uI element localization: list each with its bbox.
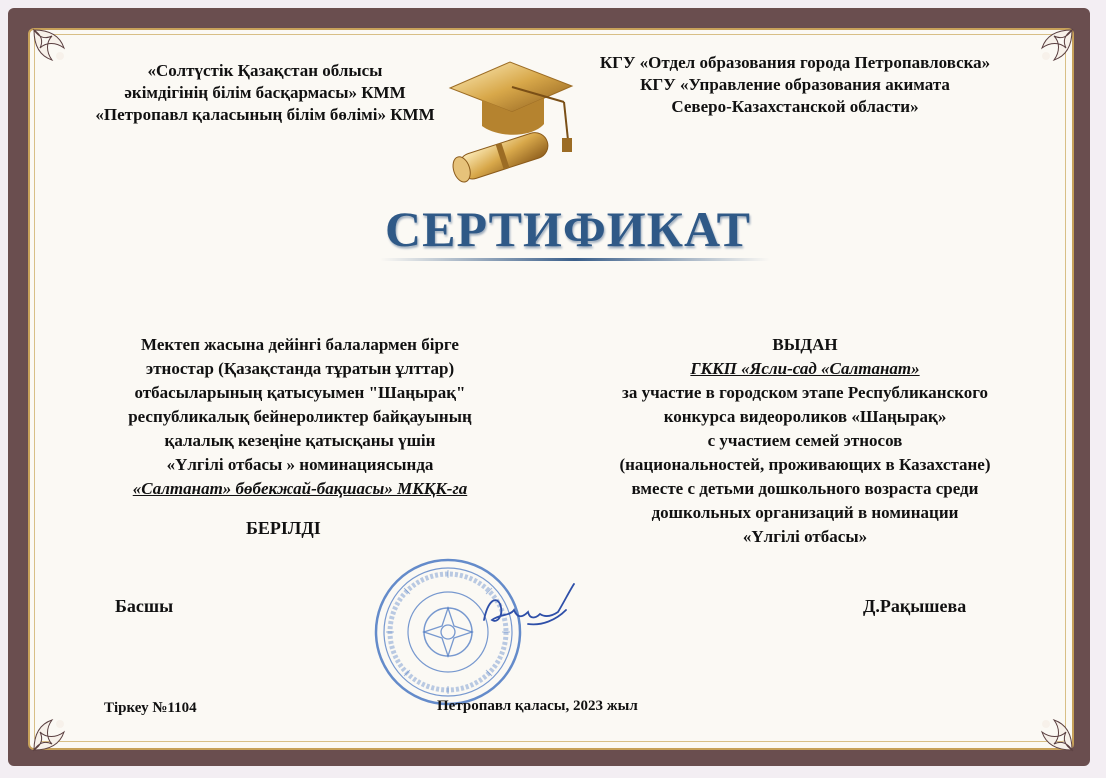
russian-body-line: с участием семей этносов [707, 431, 903, 450]
kazakh-issued: БЕРІЛДІ [246, 518, 321, 538]
header-right-line: Северо-Казахстанской области» [671, 97, 919, 116]
russian-body-line: (национальностей, проживающих в Казахстане) [619, 455, 991, 474]
kazakh-recipient: «Салтанат» бөбекжай-бақшасы» МКҚК-га [132, 479, 468, 498]
graduation-cap-icon [440, 40, 580, 190]
header-left-line: «Петропавл қаласының білім бөлімі» КММ [95, 105, 435, 124]
russian-body-line: конкурса видеороликов «Шаңырақ» [663, 407, 947, 426]
russian-body-line: за участие в городском этапе Республиканского [621, 383, 989, 402]
header-left-line: әкімдігінің білім басқармасы» КММ [124, 83, 406, 102]
signatory-name: Д.Рақышева [863, 596, 967, 616]
handwritten-signature-icon [470, 580, 590, 640]
header-left-line: «Солтүстік Қазақстан облысы [147, 61, 383, 80]
russian-body-line: дошкольных организаций в номинации [651, 503, 959, 522]
russian-body [565, 333, 1045, 549]
kazakh-body-line: «Үлгілі отбасы » номинациясында [166, 455, 434, 474]
corner-ornament-icon [1024, 702, 1076, 754]
kazakh-body-line: қалалық кезеңіне қатысқаны үшін [164, 431, 436, 450]
kazakh-body-line: этностар (Қазақстанда тұратын ұлттар) [145, 359, 455, 378]
signatory-role: Басшы [115, 596, 174, 616]
header-right [555, 52, 1035, 118]
title-underline [380, 258, 770, 261]
corner-ornament-icon [30, 702, 82, 754]
russian-issued: ВЫДАН [772, 335, 838, 354]
kazakh-body [75, 333, 525, 501]
header-left [55, 60, 475, 126]
russian-body-line: «Үлгілі отбасы» [742, 527, 868, 546]
place-and-year: Петропавл қаласы, 2023 жыл [437, 698, 638, 714]
kazakh-body-line: республикалық бейнероликтер байқауының [128, 407, 472, 426]
certificate-title: СЕРТИФИКАТ [385, 201, 752, 257]
kazakh-body-line: отбасыларының қатысуымен "Шаңырақ" [134, 383, 466, 402]
kazakh-body-line: Мектеп жасына дейінгі балалармен бірге [141, 335, 459, 354]
header-right-line: КГУ «Управление образования акимата [640, 75, 950, 94]
russian-recipient: ГККП «Ясли-сад «Салтанат» [690, 359, 920, 378]
header-right-line: КГУ «Отдел образования города Петропавловска» [599, 53, 991, 72]
registration-number: Тіркеу №1104 [104, 700, 197, 716]
russian-body-line: вместе с детьми дошкольного возраста среди [631, 479, 979, 498]
